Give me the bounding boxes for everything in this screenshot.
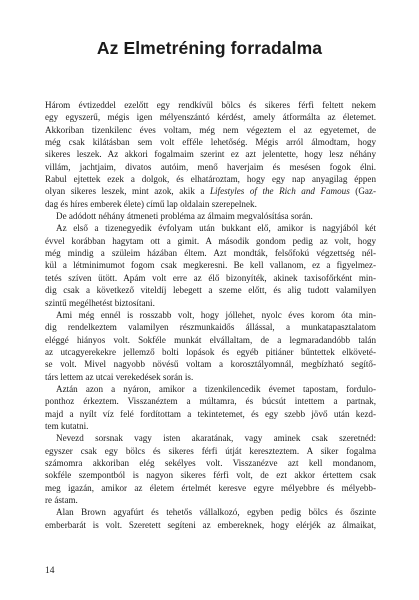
text-line: Akkoriban tizenkilenc éves voltam, még nem végeztem el az egyetemet, de xyxy=(45,124,376,135)
text-line: meg igazán, amikor az életem értelmét keresve egyre mélyebbre és mélyebb- xyxy=(45,482,376,493)
text-line: dag és híres emberek élete) című lap oldalain szerepelnek. xyxy=(45,198,257,209)
text-line: Az első a tizenegyedik évfolyam után bukkant elő, amikor is nagyjából két xyxy=(56,223,376,234)
text-line: Alan Brown agyafúrt és tehetős vállalkozó, egyben pedig bölcs és őszinte xyxy=(56,507,376,518)
paragraph xyxy=(45,210,376,222)
paragraph xyxy=(45,506,376,531)
text-line: tem kutatni. xyxy=(45,420,89,431)
text-line: dig csak a következő viteldíj lebegett a szeme előtt, és alig tudott valamilyen xyxy=(45,285,376,296)
paragraph xyxy=(45,383,376,432)
paragraph xyxy=(45,222,376,308)
text-line: eléggé hiányos volt. Sokféle munkát elvállaltam, de a legmaradandóbb talán xyxy=(45,334,376,345)
page-number: 14 xyxy=(45,566,55,576)
text-line: egy egyszerű, mégis igen mélyenszántó kérdést, amely átformálta az életemet. xyxy=(45,112,376,123)
body-text xyxy=(45,99,376,531)
text-line: egyszer csak egy bölcs és sikeres férfi útját kereszteztem. A siker fogalma xyxy=(45,445,376,456)
paragraph xyxy=(45,432,376,506)
text-line: re ástam. xyxy=(45,495,78,505)
text-line: se volt. Mivel nagyobb növésű voltam a korosztályomnál, megbízható segítő- xyxy=(45,359,376,370)
text-line: majd a nyílt víz felé fordítottam a tekintetemet, és egy szebb jövő után kezd- xyxy=(45,408,376,419)
text-line: Nevezd sorsnak vagy isten akaratának, vagy aminek csak szeretnéd: xyxy=(56,433,376,444)
text-line: De adódott néhány átmeneti probléma az álmaim megvalósítása során. xyxy=(56,211,313,222)
text-line: dig rendelkeztem valamilyen részmunkaidős állással, a munkatapasztalatom xyxy=(45,322,376,333)
text-line: tetés szíven ütött. Apám volt erre az élő bizonyíték, akinek taxisofőrként min- xyxy=(45,272,376,283)
text-line: számomra akkoriban elég sekélyes volt. Visszanézve azt kell mondanom, xyxy=(45,457,376,468)
text-line: társ lettem az utcai verekedések során is. xyxy=(45,371,194,382)
italic-title: Lifestyles of the Rich and Famous xyxy=(209,186,350,197)
text-line: Rabul ejtettek ezek a dolgok, és elhatároztam, hogy egy nap anyagilag éppen xyxy=(45,174,376,185)
text-line: még csak kilátásban sem volt efféle lehetőség. Mégis arról álmodtam, hogy xyxy=(45,137,376,148)
text-line: még mindig a szüleim házában éltem. Azt mondták, felsőfokú végzettség nél- xyxy=(45,248,376,259)
text-line: évvel korábban hagytam ott a gimit. A második gondom pedig az volt, hogy xyxy=(45,235,376,246)
text-line: villám, jachtjaim, divatos autóim, menő haverjaim és mesésen fogok élni. xyxy=(45,161,376,172)
text-line: sikeres leszek. Az akkori fogalmaim szerint ez azt jelentette, hogy lesz néhány xyxy=(45,149,376,160)
text-line: olyan sikeres leszek, mint azok, akik a Lifestyles of the Rich and Famous (Gaz- xyxy=(45,186,376,197)
text-line: az utcagyerekekre jellemző bolti lopások és egyéb pitiáner bűntettek elköveté- xyxy=(45,346,376,357)
text-line: emberbarát is volt. Szeretett segíteni az embereknek, hogy elérjék az álmaikat, xyxy=(45,519,376,530)
text-line: sokféle szempontból is nagyon sikeres férfi volt, de ezt akkor értettem csak xyxy=(45,470,376,481)
text-line: szintű megélhetést biztosítani. xyxy=(45,297,155,308)
text-line: ponthoz érkeztem. Visszanéztem a múltamra, és búcsút intettem a partnak, xyxy=(45,396,376,407)
text-line: Aztán azon a nyáron, amikor a tizenkilencedik évemet tapostam, fordulo- xyxy=(56,383,376,394)
paragraph xyxy=(45,99,376,210)
chapter-title: Az Elmetréning forradalma xyxy=(96,38,323,58)
text-line: kül a létminimumot fogom csak megkeresni. Be kell vallanom, ez a figyelmez- xyxy=(45,260,376,271)
paragraph xyxy=(45,309,376,383)
text-line: Három évtizeddel ezelőtt egy rendkívül bölcs és sikeres férfi feltett nekem xyxy=(45,100,376,110)
text-line: Ami még ennél is rosszabb volt, hogy jóllehet, nyolc éves korom óta min- xyxy=(56,309,376,320)
